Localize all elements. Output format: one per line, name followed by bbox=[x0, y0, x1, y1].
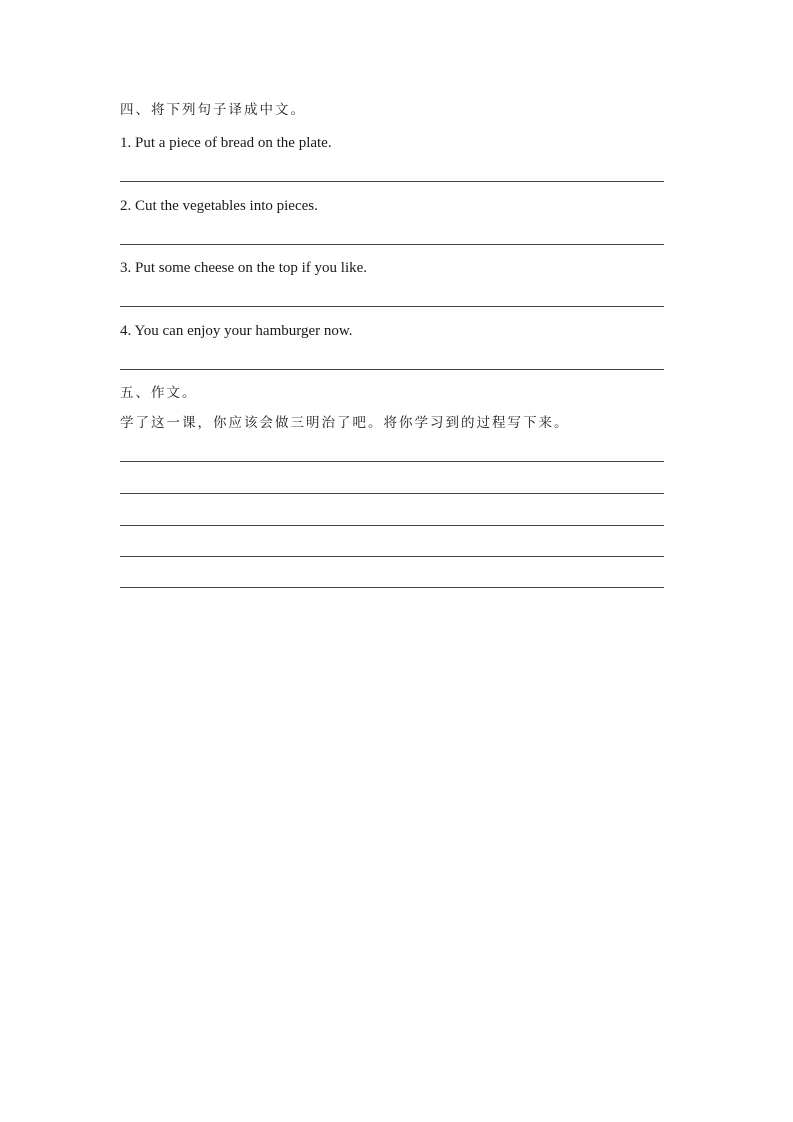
composition-line-4 bbox=[120, 556, 664, 557]
composition-line-3 bbox=[120, 525, 664, 526]
composition-line-1 bbox=[120, 461, 664, 462]
composition-line-2 bbox=[120, 493, 664, 494]
sentence-4: 4. You can enjoy your hamburger now. bbox=[120, 323, 353, 339]
section-5-heading: 五、作文。 bbox=[120, 385, 198, 401]
answer-line-2 bbox=[120, 244, 664, 245]
answer-line-3 bbox=[120, 306, 664, 307]
composition-prompt: 学了这一课，你应该会做三明治了吧。将你学习到的过程写下来。 bbox=[120, 415, 570, 431]
answer-line-4 bbox=[120, 369, 664, 370]
sentence-3: 3. Put some cheese on the top if you like. bbox=[120, 260, 368, 276]
sentence-2: 2. Cut the vegetables into pieces. bbox=[120, 198, 318, 214]
answer-line-1 bbox=[120, 181, 664, 182]
sentence-1: 1. Put a piece of bread on the plate. bbox=[120, 135, 332, 151]
composition-line-5 bbox=[120, 587, 664, 588]
section-4-heading: 四、将下列句子译成中文。 bbox=[120, 102, 306, 118]
